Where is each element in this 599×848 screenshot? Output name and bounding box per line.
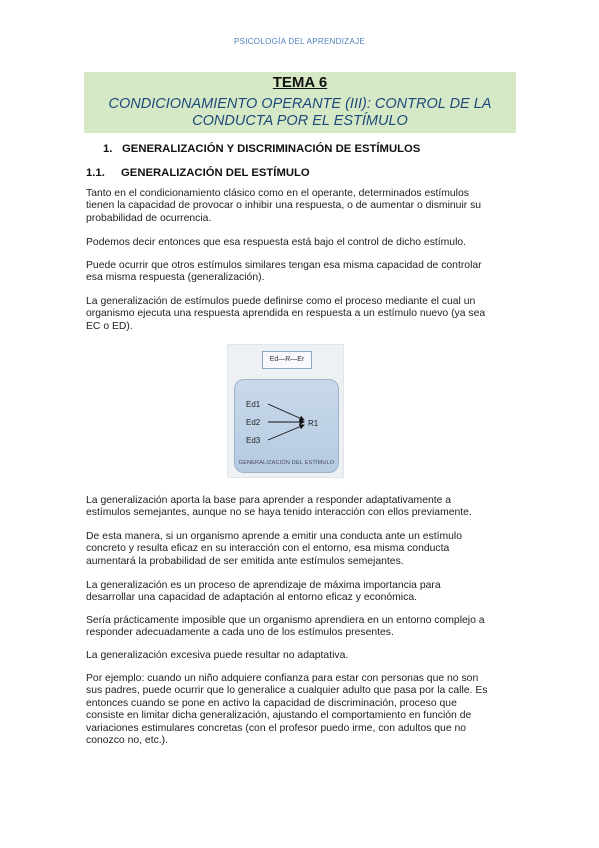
paragraph [86, 188, 516, 225]
text-line: sus padres, puede ocurrir que lo generalice a cualquier adulto que pasa por la calle. Es [86, 685, 488, 697]
subsection-title: GENERALIZACIÓN DEL ESTÍMULO [121, 167, 310, 179]
subsection-heading [86, 167, 310, 179]
chapter-number: TEMA 6 [272, 74, 328, 91]
text-line: desarrollar una capacidad de adaptación al entorno eficaz y económica. [86, 592, 417, 604]
text-line: Por ejemplo: cuando un niño adquiere confianza para estar con personas que no son [86, 673, 479, 684]
text-line: conozco no, etc.). [86, 735, 169, 747]
text-line: probabilidad de ocurrencia. [86, 212, 212, 224]
text-line: organismo ejecuta una respuesta aprendida en respuesta a un estímulo nuevo (ya sea [86, 308, 486, 320]
text-line: Puede ocurrir que otros estímulos similares tengan esa misma capacidad de controlar [86, 260, 482, 271]
generalization-diagram [227, 344, 344, 478]
figure-caption: GENERALIZACIÓN DEL ESTÍMULO [238, 460, 335, 466]
text-line: variaciones estimulares concretas (con el profesor puedo irme, con adultos que no [86, 722, 467, 734]
stimulus-label: Ed3 [246, 436, 261, 445]
title-band [84, 72, 516, 133]
text-line: entonces cuando se pone en activo la capacidad de discriminación, proceso que [86, 697, 457, 709]
response-label: R1 [308, 419, 319, 428]
diagram-panel [234, 379, 339, 473]
text-line: estímulos semejantes, aunque no se haya tenido interacción con ellos previamente. [86, 507, 472, 519]
paragraph [86, 495, 516, 520]
text-line: De esta manera, si un organismo aprende a emitir una conducta ante un estímulo [86, 531, 463, 542]
contingency-label: Ed—R—Er [262, 351, 312, 369]
text-line: Podemos decir entonces que esa respuesta está bajo el control de dicho estímulo. [86, 237, 467, 248]
paragraph [86, 580, 516, 605]
text-line: responder adecuadamente a cada uno de los estímulos presentes. [86, 627, 394, 639]
text-line: EC o ED). [86, 320, 133, 332]
arrow [268, 425, 304, 440]
text-line: La generalización es un proceso de aprendizaje de máxima importancia para [86, 580, 441, 591]
stimulus-label: Ed1 [246, 400, 261, 409]
text-line: concreto y resulta eficaz en su interacción con el entorno, esa misma conducta [86, 543, 450, 555]
text-line: La generalización aporta la base para aprender a responder adaptativamente a [86, 495, 452, 506]
subtitle-line: CONDICIONAMIENTO OPERANTE (III): CONTROL DE LA [108, 96, 492, 112]
paragraph [86, 296, 516, 333]
section-title: GENERALIZACIÓN Y DISCRIMINACIÓN DE ESTÍMULOS [122, 143, 421, 155]
text-line: aumentará la probabilidad de ser emitida ante estímulos semejantes. [86, 555, 404, 567]
text-line: La generalización de estímulos puede definirse como el proceso mediante el cual un [86, 296, 476, 307]
subsection-number: 1.1. [86, 167, 105, 179]
paragraph [86, 615, 516, 640]
text-line: tienen la capacidad de provocar o inhibir una respuesta, o de aumentar o disminuir su [86, 200, 482, 212]
text-line: La generalización excesiva puede resultar no adaptativa. [86, 650, 349, 661]
chapter-subtitle [84, 96, 516, 130]
section-heading [103, 143, 420, 155]
text-line: Sería prácticamente imposible que un organismo aprendiera en un entorno complejo a [86, 615, 485, 626]
stimulus-arrows [235, 380, 338, 472]
text-line: Tanto en el condicionamiento clásico como en el operante, determinados estímulos [86, 188, 469, 199]
text-line: esa misma respuesta (generalización). [86, 272, 265, 284]
paragraph [86, 650, 516, 662]
paragraph [86, 237, 516, 249]
section-number: 1. [103, 143, 113, 155]
paragraph [86, 673, 516, 747]
paragraph [86, 260, 516, 285]
subtitle-line: CONDUCTA POR EL ESTÍMULO [192, 113, 408, 129]
arrow [268, 404, 304, 420]
running-header: PSICOLOGÍA DEL APRENDIZAJE [233, 37, 366, 46]
stimulus-label: Ed2 [246, 418, 261, 427]
text-line: consiste en limitar dicha generalización, ajustando el comportamiento en función de [86, 710, 472, 722]
paragraph [86, 531, 516, 568]
